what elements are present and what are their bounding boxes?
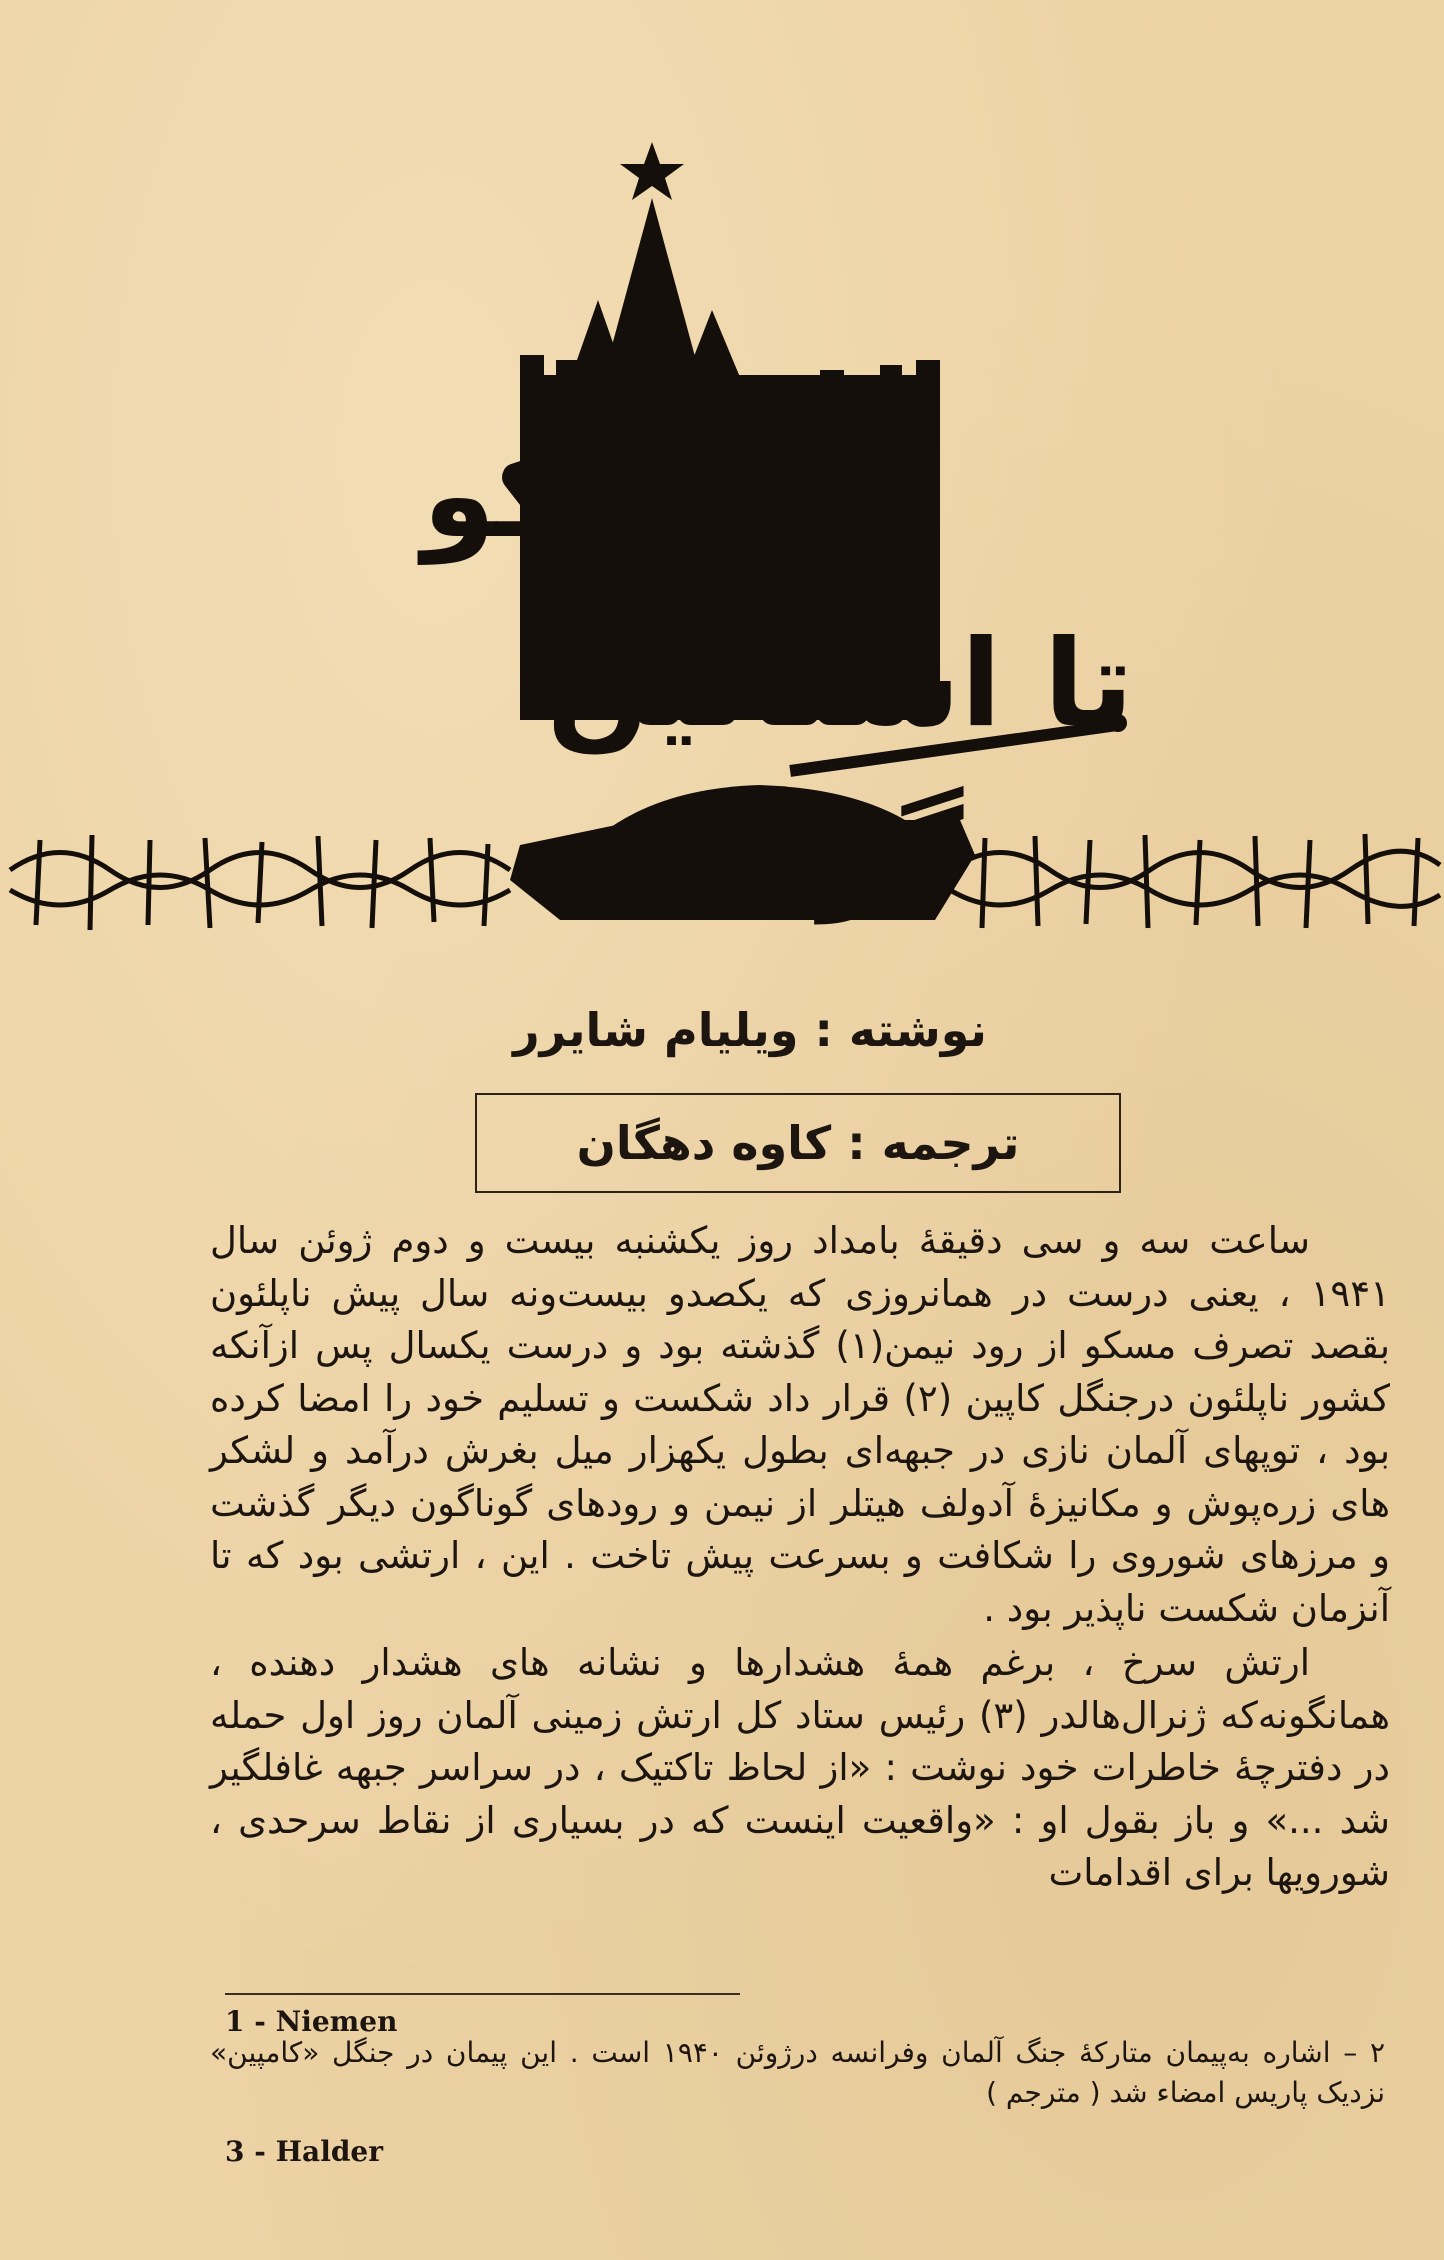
footnote-3: 3 - Halder [225,2135,383,2168]
translator-byline: ترجمه : کاوه دهگان [475,1093,1121,1193]
footnote-1: 1 - Niemen [225,2005,398,2038]
barbed-wire-icon [950,834,1440,928]
title-line-1: از مسکو [422,426,908,564]
title-line-2: تا استالین گراد [546,615,1134,924]
paragraph-2: ارتش سرخ ، برغم همهٔ هشدارها و نشانه های هشدار دهنده ، همانگونه‌که ژنرال‌هالدر (۳) رئیس ستاد کل ارتش زمینی آلمان روز اول حمله در دفترچهٔ خاطرات خود نوشت : «از لحاظ تاکتیک ، در سراسر جبهه غافلگیر شد ...» و باز بقول او : «واقعیت اینست که در بسیاری از نقاط سرحدی ، شورویها برای اقدامات [210,1641,1391,1894]
footnote-2: ۲ – اشاره به‌پیمان متارکهٔ جنگ آلمان وفرانسه درژوئن ۱۹۴۰ است . این پیمان در جنگل «کامپین» نزدیک پاریس امضاء شد ( مترجم ) [210,2036,1385,2109]
footnote-divider [225,1993,740,1995]
paragraph-1: ساعت سه و سی دقیقهٔ بامداد روز یکشنبه بیست و دوم ژوئن سال ۱۹۴۱ ، یعنی درست در همانروزی که یکصدو بیست‌ونه سال پیش ناپلئون بقصد تصرف مسکو از رود نیمن(۱) گذشته بود و درست یکسال پس ازآنکه کشور ناپلئون درجنگل کاپین (۲) قرار داد شکست و تسلیم خود را امضا کرده بود ، توپهای آلمان نازی در جبهه‌ای بطول یکهزار میل بغرش درآمد و لشکر های زره‌پوش و مکانیزهٔ آدولف هیتلر از نیمن و رودهای گوناگون دیگر گذشت و مرزهای شوروی را شکافت و بسرعت پیش تاخت . این ، ارتشی بود که تا آنزمان شکست ناپذیر بود . [210,1219,1390,1630]
author-byline: نوشته : ویلیام شایرر [513,1003,987,1057]
red-star-icon [620,142,684,200]
article-body [210,1215,1390,1900]
barbed-wire-icon [10,835,510,930]
